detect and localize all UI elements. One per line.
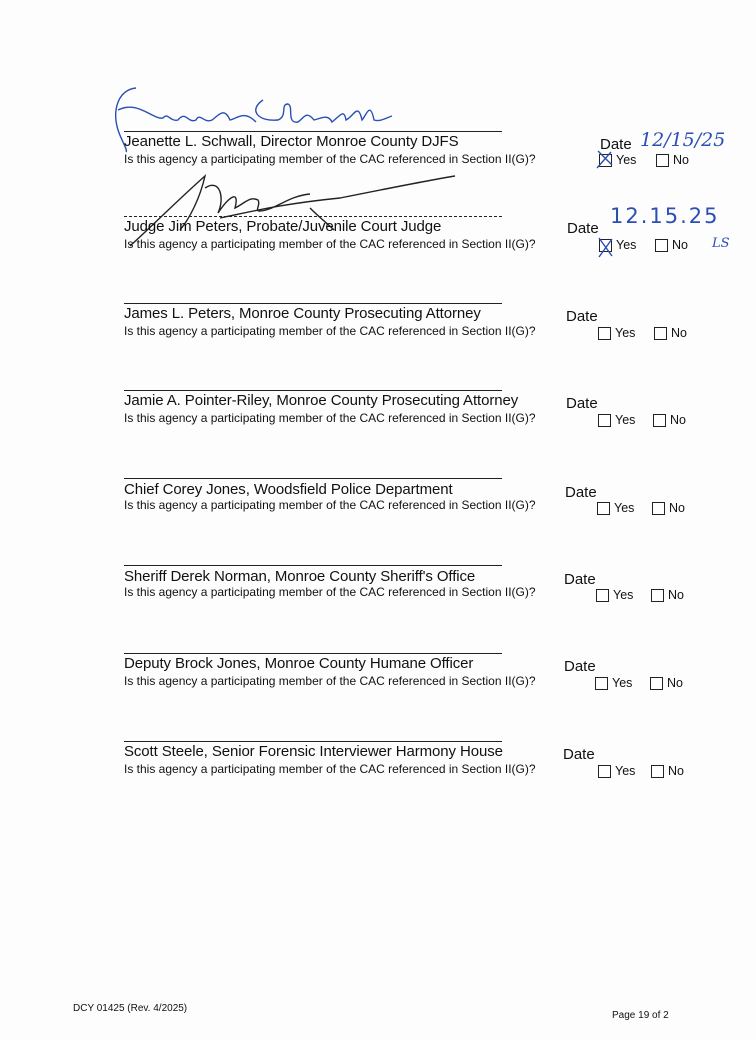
signature-line — [124, 390, 502, 391]
signature-block-peters-judge — [0, 168, 756, 252]
signature-line — [124, 478, 502, 479]
signature-line — [124, 741, 502, 742]
signature-line — [124, 303, 502, 304]
signatory-name: Scott Steele, Senior Forensic Interviewer Harmony House — [124, 743, 503, 760]
signature-block-derek-norman — [0, 562, 756, 642]
cac-question: Is this agency a participating member of the CAC referenced in Section II(G)? — [124, 411, 536, 425]
date-label: Date — [564, 571, 596, 588]
no-checkbox[interactable] — [652, 502, 665, 515]
no-label: No — [672, 238, 688, 252]
signature-line — [124, 653, 502, 654]
page-number: Page 19 of 2 — [612, 1010, 669, 1021]
signature-line — [124, 565, 502, 566]
date-label: Date — [563, 746, 595, 763]
signatory-name: Chief Corey Jones, Woodsfield Police Department — [124, 481, 453, 498]
cac-question: Is this agency a participating member of the CAC referenced in Section II(G)? — [124, 674, 536, 688]
signature-block-brock-jones — [0, 650, 756, 730]
signature-line — [124, 131, 502, 132]
handwritten-initials: LS — [712, 236, 730, 251]
no-checkbox[interactable] — [651, 765, 664, 778]
cac-question: Is this agency a participating member of the CAC referenced in Section II(G)? — [124, 585, 536, 599]
no-label: No — [671, 326, 687, 340]
signature-block-pointer-riley — [0, 387, 756, 467]
no-checkbox[interactable] — [653, 414, 666, 427]
no-label: No — [673, 153, 689, 167]
handwritten-date: 12/15/25 — [640, 129, 726, 151]
yes-label: Yes — [615, 764, 636, 778]
yes-checkbox[interactable] — [599, 154, 612, 167]
signature-block-james-peters — [0, 300, 756, 380]
no-label: No — [667, 676, 683, 690]
signatory-name: Deputy Brock Jones, Monroe County Humane Officer — [124, 655, 474, 672]
signature-block-scott-steele — [0, 738, 756, 818]
no-label: No — [669, 501, 685, 515]
yes-label: Yes — [616, 238, 637, 252]
yes-label: Yes — [613, 588, 634, 602]
cac-question: Is this agency a participating member of the CAC referenced in Section II(G)? — [124, 324, 536, 338]
yes-label: Yes — [612, 676, 633, 690]
cac-question: Is this agency a participating member of the CAC referenced in Section II(G)? — [124, 237, 536, 251]
yes-label: Yes — [614, 501, 635, 515]
handwritten-date: 12.15.25 — [610, 204, 720, 228]
yes-checkbox[interactable] — [599, 239, 612, 252]
date-label: Date — [564, 658, 596, 675]
signatory-name: James L. Peters, Monroe County Prosecuting Attorney — [124, 305, 481, 322]
yes-checkbox[interactable] — [596, 589, 609, 602]
no-checkbox[interactable] — [650, 677, 663, 690]
yes-checkbox[interactable] — [598, 765, 611, 778]
no-checkbox[interactable] — [654, 327, 667, 340]
form-id: DCY 01425 (Rev. 4/2025) — [73, 1003, 188, 1014]
cac-question: Is this agency a participating member of the CAC referenced in Section II(G)? — [124, 762, 536, 776]
yes-checkbox[interactable] — [597, 502, 610, 515]
signatory-name: Sheriff Derek Norman, Monroe County Sheriff's Office — [124, 568, 476, 585]
no-label: No — [668, 588, 684, 602]
handwritten-signature-peters — [110, 168, 470, 248]
signature-line — [124, 216, 502, 217]
signatory-name: Jeanette L. Schwall, Director Monroe County DJFS — [124, 133, 459, 150]
signature-block-schwall — [0, 80, 756, 167]
no-checkbox[interactable] — [655, 239, 668, 252]
signatory-name: Judge Jim Peters, Probate/Juvenile Court Judge — [124, 218, 442, 235]
yes-label: Yes — [615, 413, 636, 427]
yes-checkbox[interactable] — [595, 677, 608, 690]
no-label: No — [670, 413, 686, 427]
date-label: Date — [567, 220, 599, 237]
signature-block-corey-jones — [0, 475, 756, 555]
no-label: No — [668, 764, 684, 778]
yes-checkbox[interactable] — [598, 327, 611, 340]
no-checkbox[interactable] — [656, 154, 669, 167]
date-label: Date — [565, 484, 597, 501]
cac-question: Is this agency a participating member of the CAC referenced in Section II(G)? — [124, 152, 536, 166]
date-label: Date — [600, 136, 632, 153]
yes-label: Yes — [616, 153, 637, 167]
signatory-name: Jamie A. Pointer-Riley, Monroe County Prosecuting Attorney — [124, 392, 519, 409]
no-checkbox[interactable] — [651, 589, 664, 602]
check-x-icon — [595, 149, 615, 169]
cac-question: Is this agency a participating member of the CAC referenced in Section II(G)? — [124, 498, 536, 512]
date-label: Date — [566, 308, 598, 325]
yes-checkbox[interactable] — [598, 414, 611, 427]
check-x-icon — [596, 236, 616, 258]
yes-label: Yes — [615, 326, 636, 340]
date-label: Date — [566, 395, 598, 412]
